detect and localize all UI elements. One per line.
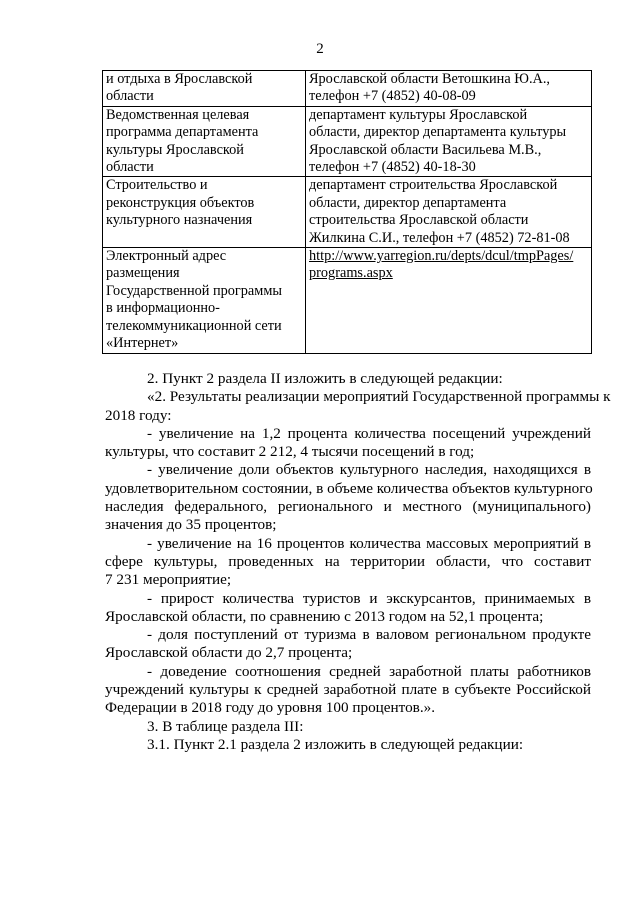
table-cell-text: программа департамента (106, 124, 259, 141)
table-cell-text: строительства Ярославской области (309, 212, 529, 229)
table-row (103, 106, 592, 177)
body-line: учреждений культуры к средней заработной плате в субъекте Российской (105, 681, 591, 699)
table-cell-text: области, директор департамента культуры (309, 124, 567, 141)
program-link[interactable]: programs.aspx (309, 265, 393, 282)
table-cell-text: Электронный адрес (106, 248, 227, 265)
body-line: Ярославской области до 2,7 процента; (105, 644, 353, 662)
table-cell-text: телефон +7 (4852) 40-18-30 (309, 159, 476, 176)
program-link[interactable]: http://www.yarregion.ru/depts/dcul/tmpPages/ (309, 248, 574, 265)
body-line: сфере культуры, проведенных на территории области, что составит (105, 552, 591, 570)
table-cell-item (103, 177, 306, 248)
table-cell-text: и отдыха в Ярославской (106, 71, 253, 87)
table-cell-detail (306, 248, 592, 353)
table-cell-text: размещения (106, 265, 180, 282)
body-line: - увеличение на 1,2 процента количества посещений учреждений (147, 424, 591, 442)
table-cell-detail (306, 106, 592, 177)
body-line: - прирост количества туристов и экскурсантов, принимаемых в (147, 589, 591, 607)
body-line: 2018 году: (105, 406, 172, 424)
table-cell-text: департамент строительства Ярославской (309, 177, 558, 194)
table-cell-detail (306, 71, 592, 107)
table-cell-item (103, 71, 306, 107)
table-cell-text: Государственной программы (106, 282, 282, 299)
body-line: значения до 35 процентов; (105, 516, 277, 534)
table-cell-text: области (106, 159, 154, 176)
body-line: культуры, что составит 2 212, 4 тысячи посещений в год; (105, 443, 475, 461)
table-cell-text: в информационно- (106, 300, 220, 317)
table-cell-detail (306, 177, 592, 248)
body-line: 3. В таблице раздела III: (147, 717, 304, 735)
program-info-table-body (103, 71, 592, 354)
table-cell-text: культурного назначения (106, 212, 253, 229)
body-line: - доля поступлений от туризма в валовом региональном продукте (147, 626, 591, 644)
body-line: наследия федерального, регионального и местного (муниципального) (105, 498, 591, 516)
table-cell-text: «Интернет» (106, 335, 179, 352)
table-row (103, 248, 592, 353)
table-cell-text: Ярославской области Ветошкина Ю.А., (309, 71, 550, 87)
body-line: - доведение соотношения средней заработной платы работников (147, 662, 591, 680)
body-line: 7 231 мероприятие; (105, 571, 232, 589)
table-cell-item (103, 106, 306, 177)
body-line: - увеличение доли объектов культурного наследия, находящихся в (147, 461, 591, 479)
body-line: Федерации в 2018 году до уровня 100 процентов.». (105, 699, 436, 717)
body-line: - увеличение на 16 процентов количества массовых мероприятий в (147, 534, 591, 552)
table-row (103, 177, 592, 248)
table-cell-text: Ярославской области Васильева М.В., (309, 141, 542, 158)
table-cell-text: культуры Ярославской (106, 141, 244, 158)
table-cell-item (103, 248, 306, 353)
table-cell-text: телекоммуникационной сети (106, 317, 282, 334)
table-cell-text: телефон +7 (4852) 40-08-09 (309, 88, 476, 105)
table-cell-text: реконструкция объектов (106, 194, 255, 211)
table-cell-text: Ведомственная целевая (106, 106, 250, 123)
body-line: «2. Результаты реализации мероприятий Государственной программы к (147, 388, 611, 406)
body-line: 3.1. Пункт 2.1 раздела 2 изложить в следующей редакции: (147, 735, 524, 753)
program-info-table (102, 70, 592, 354)
body-line: удовлетворительном состоянии, в объеме количества объектов культурного (105, 479, 593, 497)
table-row (103, 71, 592, 107)
table-cell-text: Жилкина С.И., телефон +7 (4852) 72-81-08 (309, 229, 570, 246)
table-cell-text: Строительство и (106, 177, 208, 194)
document-body-text (105, 370, 611, 754)
page-number: 2 (316, 41, 324, 57)
table-cell-text: области (106, 88, 154, 105)
table-cell-text: области, директор департамента (309, 194, 507, 211)
body-line: Ярославской области, по сравнению с 2013 годом на 52,1 процента; (105, 607, 544, 625)
body-line: 2. Пункт 2 раздела II изложить в следующей редакции: (147, 370, 503, 387)
table-cell-text: департамент культуры Ярославской (309, 106, 528, 123)
